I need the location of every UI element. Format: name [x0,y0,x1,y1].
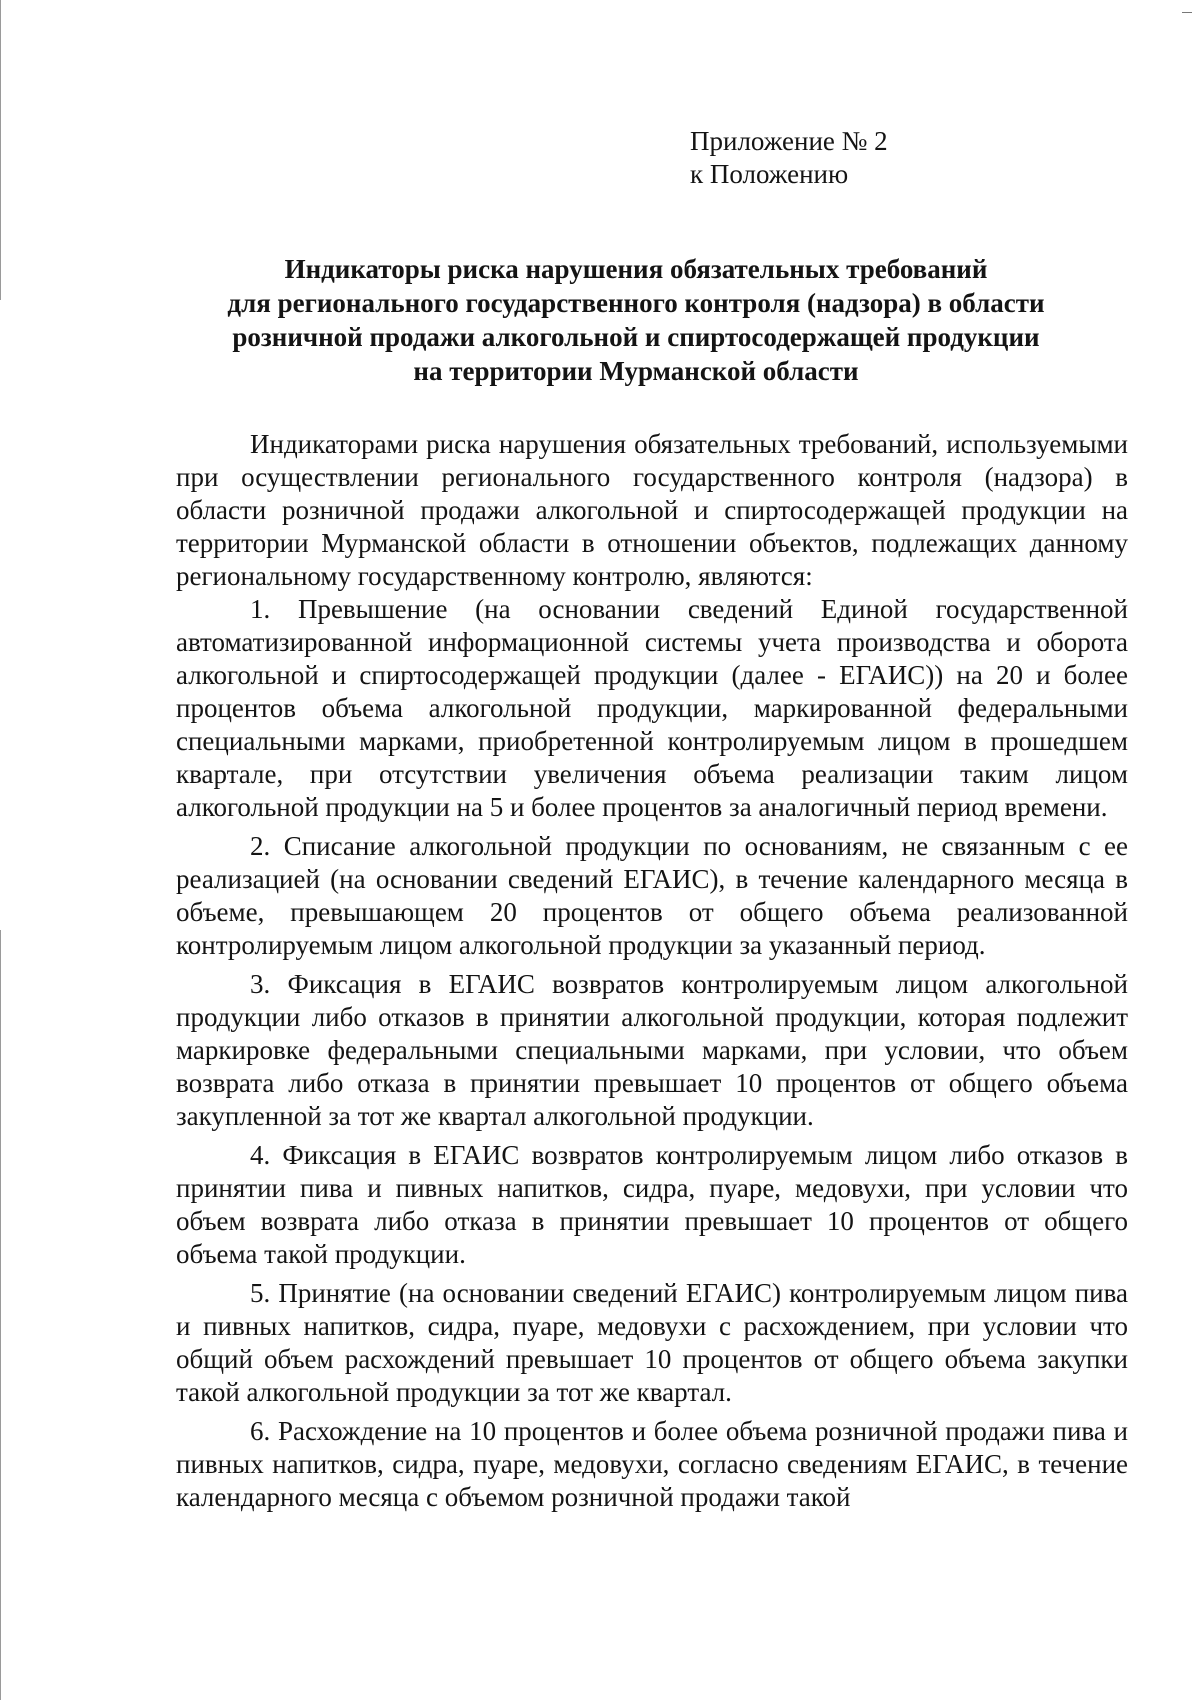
title-line: для регионального государственного контроля (надзора) в области [227,288,1045,318]
scan-edge-line [0,0,1,300]
title-line: розничной продажи алкогольной и спиртосодержащей продукции [232,322,1040,352]
scan-mark [1182,12,1192,13]
scan-edge-line [0,930,1,1700]
intro-paragraph: Индикаторами риска нарушения обязательных требований, используемыми при осуществлении регионального государственного контроля (надзора) в области розничной продажи алкогольной и спиртосодержащей продукции на территории Мурманской области в отношении объектов, подлежащих данному региональному государственному контролю, являются: [176,429,1128,591]
list-item: 6. Расхождение на 10 процентов и более объема розничной продажи пива и пивных напитков, сидра, пуаре, медовухи, согласно сведениям ЕГАИС, в течение календарного месяца с объемом розничной продажи такой [176,1416,1128,1512]
list-item: 3. Фиксация в ЕГАИС возвратов контролируемым лицом алкогольной продукции либо отказов в принятии алкогольной продукции, которая подлежит маркировке федеральными специальными марками, при условии, что объем возврата либо отказа в принятии превышает 10 процентов от общего объема закупленной за тот же квартал алкогольной продукции. [176,969,1128,1131]
list-item: 4. Фиксация в ЕГАИС возвратов контролируемым лицом либо отказов в принятии пива и пивных напитков, сидра, пуаре, медовухи, при условии что объем возврата либо отказа в принятии превышает 10 процентов от общего объема такой продукции. [176,1140,1128,1269]
list-item: 1. Превышение (на основании сведений Единой государственной автоматизированной информационной системы учета производства и оборота алкогольной и спиртосодержащей продукции (далее - ЕГАИС)) на 20 и более процентов объема алкогольной продукции, маркированной федеральными специальными марками, приобретенной контролируемым лицом в прошедшем квартале, при отсутствии увеличения объема реализации таким лицом алкогольной продукции на 5 и более процентов за аналогичный период времени. [176,594,1128,822]
appendix-number: Приложение № 2 [690,126,888,156]
document-body [176,428,1128,1514]
list-item: 5. Принятие (на основании сведений ЕГАИС) контролируемым лицом пива и пивных напитков, сидра, пуаре, медовухи с расхождением, при условии что общий объем расхождений превышает 10 процентов от общего объема закупки такой алкогольной продукции за тот же квартал. [176,1278,1128,1407]
document-title [176,252,1096,388]
title-line: Индикаторы риска нарушения обязательных требований [284,254,988,284]
title-line: на территории Мурманской области [413,356,859,386]
appendix-reference: к Положению [690,159,849,189]
list-item: 2. Списание алкогольной продукции по основаниям, не связанным с ее реализацией (на основании сведений ЕГАИС), в течение календарного месяца в объеме, превышающем 20 процентов от общего объема реализованной контролируемым лицом алкогольной продукции за указанный период. [176,831,1128,960]
appendix-header [690,125,888,191]
